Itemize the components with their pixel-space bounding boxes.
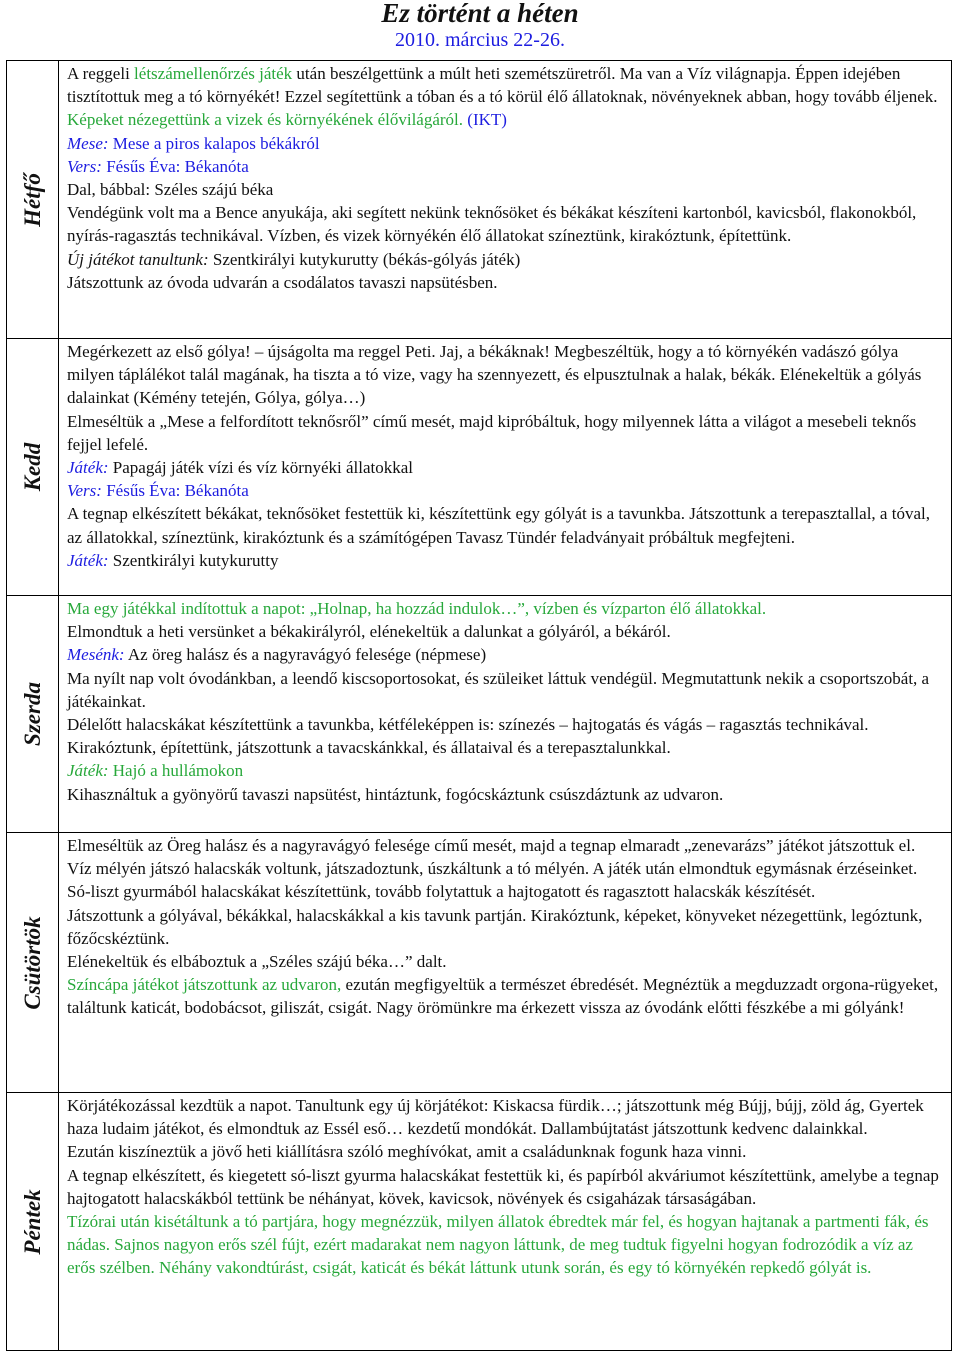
day-label-wednesday: Szerda <box>19 682 45 746</box>
paragraph: Elénekeltük és elbáboztuk a „Széles szájú béka…” dalt. <box>67 952 447 972</box>
paragraph: Színcápa játékot játszottunk az udvaron, ezután megfigyeltük a természet ébredését. Megnéztük a megduzzadt orgona-rügyeket, találtunk katicát, bodobácsot, giliszát, csigát. Nagy örömünkre ma érkezett vissza az óvodánk előtti fészkébe a mi gólyánk! <box>67 975 939 1018</box>
day-row-monday <box>7 61 952 339</box>
day-content-tuesday <box>59 339 952 596</box>
paragraph: Tízórai után kisétáltunk a tó partjára, hogy megnézzük, milyen állatok ébredtek már fel, és hogyan hajtanak a partmenti fák, és nádas. Sajnos nagyon erős szél fújt, ezért madarakat nem nagyon láttunk, de meg tudtuk figyelni hogyan fodrozódik a víz az erős szélben. Néhány vakondtúrást, csigát, katicát és békát láttunk utunk során, és egy tó környékén repkedő gólyát is. <box>67 1212 929 1278</box>
page-date: 2010. március 22-26. <box>395 29 565 51</box>
day-content-wednesday <box>59 596 952 833</box>
paragraph: Megérkezett az első gólya! – újságolta ma reggel Peti. Jaj, a békáknak! Megbeszéltük, hogy a tó környékén vadászó gólya milyen táplálékot talál magának, ha tiszta a tó vize, vagy ha szennyezett, és elpusztulnak a halak, békák. Elénekeltük a gólyás dalainkat (Kémény tetején, Gólya, gólya…) <box>67 342 922 408</box>
day-content-friday <box>59 1093 952 1351</box>
paragraph: Játék: Szentkirályi kutykurutty <box>67 550 279 570</box>
paragraph: A tegnap elkészített, és kiegetett só-liszt gyurma halacskákat festettük ki, és papírból akváriumot készítettünk, amelybe a tegnap hajtogatott halacskákból tettünk be néhányat, kövek, kavicsok, növények és csigaházak társaságában. <box>67 1165 939 1208</box>
day-content-thursday <box>59 833 952 1093</box>
paragraph: Játszottunk a gólyával, békákkal, halacskákkal a kis tavunk partján. Kirakóztunk, képeket, könyveket nézegettünk, legóztunk, főzőcskéztünk. <box>67 905 923 948</box>
day-label-monday: Hétfő <box>19 172 45 227</box>
paragraph: Ezután kiszíneztük a jövő heti kiállításra szóló meghívókat, amit a családunknak fogunk haza vinni. <box>67 1142 747 1162</box>
paragraph: Mese: Mese a piros kalapos békákról <box>67 133 320 153</box>
day-row-friday <box>7 1093 952 1351</box>
paragraph: Körjátékozással kezdtük a napot. Tanultunk egy új körjátékot: Kiskacsa fürdik…; játszottunk még Bújj, bújj, zöld ág, Gyertek haza ludaim játékot, és elmondtuk az Essél eső… kezdetű mondókát. Dallambújtatást játszottunk kedvenc dalainkkal. <box>67 1096 924 1139</box>
page-title: Ez történt a héten <box>381 0 579 28</box>
header <box>0 0 960 56</box>
paragraph: Vers: Fésűs Éva: Békanóta <box>67 156 249 176</box>
day-label-friday: Péntek <box>19 1188 45 1255</box>
day-cell <box>7 596 59 833</box>
day-cell <box>7 1093 59 1351</box>
day-label-thursday: Csütörtök <box>19 915 45 1010</box>
paragraph: Só-liszt gyurmából halacskákat készítettünk, tovább folytattuk a hajtogatott és ragasztott halacskák készítését. <box>67 882 816 902</box>
paragraph: Dal, bábbal: Széles szájú béka <box>67 180 274 200</box>
paragraph: Délelőtt halacskákat készítettünk a tavunkba, kétféleképpen is: színezés – hajtogatás és vágás – ragasztás technikával. <box>67 715 869 735</box>
paragraph: Vers: Fésűs Éva: Békanóta <box>67 481 249 501</box>
paragraph: A reggeli létszámellenőrzés játék után beszélgettünk a múlt heti szemétszüretről. Ma van a Víz világnapja. Éppen idejében tisztítottuk meg a tó környékét! Ezzel segítettünk a tóban és a tó körül élő állatoknak, növényeknek abban, hogy tovább éljenek. Képeket nézegettünk a vizek és környékének élővilágáról. (IKT) <box>67 64 938 130</box>
day-label-tuesday: Kedd <box>19 442 45 492</box>
week-table <box>6 60 952 1351</box>
paragraph: Kihasználtuk a gyönyörű tavaszi napsütést, hintáztunk, fogócskáztunk csúszdáztunk az udvaron. <box>67 784 724 804</box>
paragraph: Kirakóztunk, építettünk, játszottunk a tavacskánkkal, és állataival és a terepasztalunkkal. <box>67 738 671 758</box>
paragraph: Új játékot tanultunk: Szentkirályi kutykurutty (békás-gólyás játék) <box>67 249 521 269</box>
day-cell <box>7 833 59 1093</box>
day-content-monday <box>59 61 952 339</box>
paragraph: A tegnap elkészített békákat, teknősöket festettük ki, készítettünk egy gólyát is a tavunkba. Játszottunk a terepasztallal, a tóval, az állatokkal, színeztünk, kirakóztunk és a számítógépen Tavasz Tündér feladványait próbáltuk megfejteni. <box>67 504 930 547</box>
paragraph: Elmeséltük az Öreg halász és a nagyravágyó felesége című mesét, majd a tegnap elmaradt „zenevarázs” játékot játszottuk el. Víz mélyén játszó halacskák voltunk, játszadoztunk, úszkáltunk a tó mélyén. A játék után elmondtuk egymásnak érzéseinket. <box>67 836 918 879</box>
day-row-tuesday <box>7 339 952 596</box>
day-cell <box>7 339 59 596</box>
paragraph: Ma egy játékkal indítottuk a napot: „Holnap, ha hozzád indulok…”, vízben és vízparton élő állatokkal. <box>67 599 767 618</box>
paragraph: Játék: Hajó a hullámokon <box>67 761 244 781</box>
paragraph: Elmondtuk a heti versünket a békakirályról, elénekeltük a dalunkat a gólyáról, a békáról. <box>67 622 671 642</box>
paragraph: Mesénk: Az öreg halász és a nagyravágyó felesége (népmese) <box>67 645 487 665</box>
day-row-wednesday <box>7 596 952 833</box>
day-cell <box>7 61 59 339</box>
day-row-thursday <box>7 833 952 1093</box>
paragraph: Elmeséltük a „Mese a felfordított teknősről” című mesét, majd kipróbáltuk, hogy milyennek látta a világot a mesebeli teknős fejjel lefelé. <box>67 411 917 454</box>
paragraph: Ma nyílt nap volt óvodánkban, a leendő kiscsoportosokat, és szüleiket láttuk vendégül. Megmutattunk nekik a csoportszobát, a játékainkat. <box>67 668 930 711</box>
paragraph: Játék: Papagáj játék vízi és víz környéki állatokkal <box>67 458 414 478</box>
paragraph: Vendégünk volt ma a Bence anyukája, aki segített nekünk teknősöket és békákat készíteni kartonból, kavicsból, flakonokból, nyírás-ragasztás technikával. Vízben, és vizek környékén élő állatokat színeztünk, kirakóztunk, építettünk. <box>67 203 917 246</box>
paragraph: Játszottunk az óvoda udvarán a csodálatos tavaszi napsütésben. <box>67 272 498 292</box>
